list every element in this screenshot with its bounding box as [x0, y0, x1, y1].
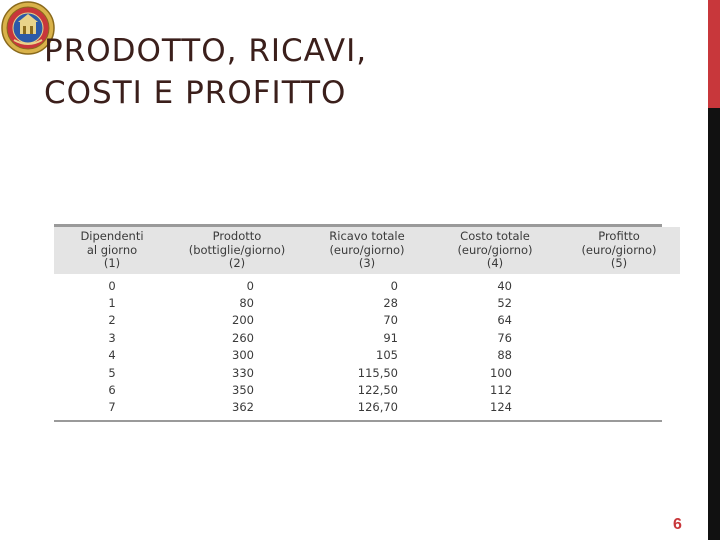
header-total-cost [432, 227, 558, 274]
cell-product: 0 [246, 278, 254, 293]
table-row [54, 347, 680, 364]
table-row [54, 365, 680, 382]
table-header-row [54, 227, 680, 274]
header-total-revenue [302, 227, 432, 274]
cell-cost: 88 [497, 348, 512, 363]
cell-cost: 76 [497, 330, 512, 345]
table-row [54, 330, 680, 347]
table-row [54, 382, 680, 399]
cell-employees: 3 [108, 330, 116, 345]
header-text: Prodotto [212, 229, 262, 243]
cell-cost: 124 [490, 400, 512, 415]
header-text: (4) [486, 256, 504, 270]
production-table [54, 227, 680, 417]
table-row [54, 295, 680, 312]
cell-revenue: 91 [383, 330, 398, 345]
header-text: al giorno [86, 242, 138, 257]
cell-employees: 1 [108, 295, 116, 310]
data-table-container [54, 224, 662, 422]
title-line-1: PRODOTTO, RICAVI, [44, 33, 368, 69]
cell-profit [558, 399, 680, 416]
header-product [170, 227, 302, 274]
table-row [54, 274, 680, 295]
header-employees [54, 227, 170, 274]
cell-revenue: 115,50 [357, 365, 398, 380]
cell-cost: 112 [490, 382, 512, 397]
cell-product: 80 [239, 295, 254, 310]
cell-employees: 2 [108, 313, 116, 328]
cell-revenue: 122,50 [357, 382, 398, 397]
cell-profit [558, 312, 680, 329]
cell-revenue: 70 [383, 313, 398, 328]
header-text: Dipendenti [80, 229, 144, 243]
title-line-2: COSTI E PROFITTO [44, 75, 347, 111]
header-profit [558, 227, 680, 274]
cell-employees: 0 [108, 278, 116, 293]
cell-cost: 64 [497, 313, 512, 328]
header-text: (bottiglie/giorno) [188, 242, 286, 257]
header-text: Profitto [598, 229, 640, 243]
cell-product: 362 [232, 400, 254, 415]
header-text: (euro/giorno) [329, 242, 405, 257]
cell-employees: 4 [108, 348, 116, 363]
cell-profit [558, 274, 680, 295]
cell-profit [558, 330, 680, 347]
table-row [54, 399, 680, 416]
cell-profit [558, 382, 680, 399]
accent-bar-red [708, 0, 720, 108]
cell-cost: 40 [497, 278, 512, 293]
header-text: Costo totale [460, 229, 530, 243]
cell-employees: 7 [108, 400, 116, 415]
cell-product: 200 [232, 313, 254, 328]
cell-product: 350 [232, 382, 254, 397]
cell-profit [558, 295, 680, 312]
header-text: (3) [358, 256, 376, 270]
cell-revenue: 0 [390, 278, 398, 293]
cell-revenue: 126,70 [357, 400, 398, 415]
header-text: (euro/giorno) [581, 242, 657, 257]
cell-product: 330 [232, 365, 254, 380]
page-number: 6 [673, 516, 682, 533]
cell-employees: 6 [108, 382, 116, 397]
accent-bar-dark [708, 108, 720, 540]
cell-product: 260 [232, 330, 254, 345]
cell-revenue: 28 [383, 295, 398, 310]
cell-employees: 5 [108, 365, 116, 380]
slide-title [44, 30, 367, 114]
header-text: (2) [228, 256, 246, 270]
header-text: (5) [610, 256, 628, 270]
header-text: (1) [103, 256, 121, 270]
cell-cost: 52 [497, 295, 512, 310]
cell-revenue: 105 [376, 348, 398, 363]
header-text: Ricavo totale [329, 229, 405, 243]
cell-cost: 100 [490, 365, 512, 380]
table-bottom-rule [54, 420, 662, 422]
table-row [54, 312, 680, 329]
cell-profit [558, 347, 680, 364]
header-text: (euro/giorno) [457, 242, 533, 257]
cell-profit [558, 365, 680, 382]
cell-product: 300 [232, 348, 254, 363]
